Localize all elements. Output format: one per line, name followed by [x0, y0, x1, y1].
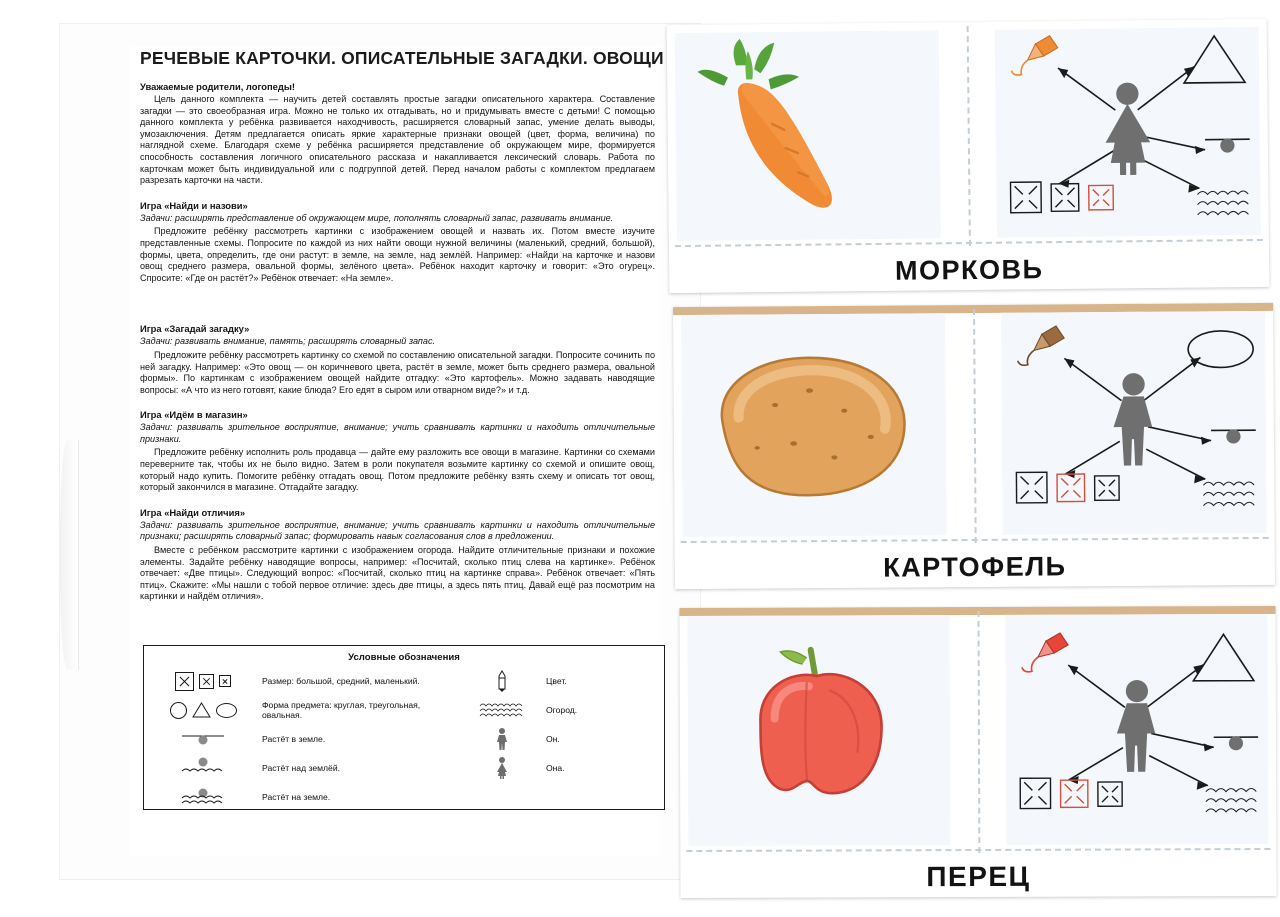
- intro-heading: Уважаемые родители, логопеды!: [140, 81, 295, 92]
- page-title: РЕЧЕВЫЕ КАРТОЧКИ. ОПИСАТЕЛЬНЫЕ ЗАГАДКИ. ОВОЩИ: [140, 48, 664, 68]
- legend-box: [143, 645, 665, 810]
- card-center-dashed-divider: [967, 26, 971, 246]
- scheme-diagram: [995, 27, 1261, 238]
- potato-picture-pane: [681, 313, 947, 537]
- pepper-picture-pane: [688, 615, 951, 846]
- game-4-goal: Задачи: развивать зрительное восприятие, внимание; учить сравнивать картинки и находить отличительные признаки; расширять словарный запас; формировать навык согласования слов в предложении.: [140, 519, 655, 542]
- size-squares-symbol: [1020, 778, 1122, 809]
- card-word-label: ПЕРЕЦ: [926, 860, 1031, 893]
- game-3-heading: Игра «Идём в магазин»: [140, 409, 248, 421]
- red-pencil-symbol: [1021, 633, 1068, 672]
- intro-paragraph: Цель данного комплекта — научить детей составлять простые загадки описательного характера. Составление загадки — это своеобразная игра. Можно не только их отгадывать, но и придумывать вместе с детьми! С помощью данного комплекта у ребёнка развивается находчивость, расширяется словарный запас, умение делать выводы, умозаключения. Детям предлагается описать яркие характерные признаки овощей (цвет, форма, величина) по наглядной схеме. Благодаря схеме у ребёнка расширяется представление об окружающем мире, формируется способность составления логичного описательного рассказа и накапливается лексический словарь. Работа по карточкам может быть индивидуальной или с подгруппой детей. Перед началом работы с комплектом предлагаем разрезать карточки на части.: [140, 94, 655, 186]
- game-3-goal: Задачи: развивать зрительное восприятие, внимание; учить сравнивать картинки и находить отличительные признаки.: [140, 422, 655, 444]
- legend-row-3-text: Растёт над землёй.: [262, 763, 341, 773]
- carrot-picture-pane: [675, 30, 941, 241]
- garden-symbol: [1206, 789, 1257, 812]
- grows-in-ground-symbol: [1213, 736, 1257, 750]
- grows-on-ground-icon: [144, 784, 262, 810]
- oval-symbol: [1188, 331, 1253, 368]
- potato-illustration: [681, 313, 947, 537]
- carrot-scheme-pane: [995, 27, 1261, 238]
- legend-row-1-text: Форма предмета: круглая, треугольная, овальная.: [262, 700, 421, 720]
- size-squares-icon: [144, 668, 262, 694]
- game-1-heading: Игра «Найди и назови»: [140, 199, 248, 211]
- size-squares-symbol: [1010, 181, 1113, 213]
- spacer: [140, 286, 655, 310]
- game-4-body: Вместе с ребёнком рассмотрите картинки с изображением огорода. Найдите отличительные признаки и похожие элементы. Задайте ребёнку наводящие вопросы, например: «Посчитай, сколько птиц слева на картинке». Ребёнок отвечает: «Две птицы». Следующий вопрос: «Посчитай, сколько птиц на картинке справа». Ребёнок отвечает: «Пять птиц». Скажите: «Мы нашли с тобой первое отличие: здесь две птицы, а здесь пять птиц. Давай ещё раз посмотрим на картинки и найдём отличия».: [140, 545, 655, 602]
- game-2-body: Предложите ребёнку рассмотреть картинку со схемой по составлению описательной загадки. Попросите сочинить по ней загадку. Например: «Это овощ — он коричневого цвета, растёт в земле, может быть среднего размера, овальной формы». По картинкам с изображением овощей найдите отгадку: «Это картофель». Можно задавать наводящие вопросы: «А что из него готовят, какие блюда? Его едят в сыром или отварном виде?» и т.д.: [140, 349, 655, 395]
- legend-grid: [144, 668, 664, 810]
- carrot-illustration: [675, 30, 941, 241]
- shapes-icon: [144, 697, 262, 723]
- legend-row-3-text2: Она.: [546, 763, 565, 773]
- pepper-scheme-pane: [1005, 614, 1268, 845]
- pepper-illustration: [688, 615, 951, 846]
- legend-row-0-text2: Цвет.: [546, 676, 567, 686]
- card-center-dashed-divider: [978, 611, 981, 853]
- orange-pencil-symbol: [1011, 36, 1058, 76]
- pencil-icon: [462, 668, 542, 694]
- card-carrot[interactable]: [667, 19, 1270, 293]
- grows-above-ground-icon: [144, 755, 262, 781]
- paper-curl-edge: [60, 440, 79, 670]
- boy-icon: [462, 726, 542, 752]
- boy-symbol: [1113, 373, 1152, 466]
- game-2-goal: Задачи: развивать внимание, память; расширять словарный запас.: [140, 336, 436, 347]
- card-potato[interactable]: [673, 303, 1275, 589]
- legend-row-0-text: Размер: большой, средний, маленький.: [262, 676, 420, 686]
- triangle-symbol: [1184, 36, 1245, 83]
- scheme-diagram: [1001, 311, 1267, 535]
- girl-icon: [462, 755, 542, 781]
- card-pepper[interactable]: [679, 606, 1276, 898]
- game-3-body: Предложите ребёнку исполнить роль продавца — дайте ему разложить все овощи в магазине. Картинки со схемами переверните так, чтобы их не было видно. Затем в роли покупателя возьмите картинку со схемой и опишите овощ, который надо купить. Помогите ребёнку отгадать овощ. Потом предложите ребёнку взять схему и описать тот овощ, который закончился в магазине. Отгадайте загадку.: [140, 447, 655, 493]
- game-2-heading: Игра «Загадай загадку»: [140, 323, 250, 335]
- girl-symbol: [1105, 82, 1151, 175]
- card-word-label: КАРТОФЕЛЬ: [883, 551, 1067, 583]
- garden-symbol: [1197, 191, 1248, 215]
- card-word-label: МОРКОВЬ: [894, 254, 1044, 286]
- legend-empty-icon: [462, 784, 542, 810]
- grows-in-ground-symbol: [1205, 138, 1250, 153]
- boy-symbol: [1116, 680, 1155, 772]
- legend-row-2-text2: Он.: [546, 734, 560, 744]
- legend-title: Условные обозначения: [348, 652, 460, 663]
- game-1-body: Предложите ребёнку рассмотреть картинки с изображением овощей и назвать их. Потом вместе изучите представленные схемы. Попросите по каждой из них найти овощи нужной величины (маленький, средний, большой), формы, цвета, определить, где они растут: в земле, на земле, над землёй. Например: «Найди на карточке и назови овощ среднего размера, овальной формы, зелёного цвета». Ребёнок находит карточку и говорит: «Это огурец». Спросите: «Где он растёт?» Ребёнок отвечает: «На земле».: [140, 226, 655, 283]
- size-squares-symbol: [1016, 472, 1119, 503]
- garden-icon: [462, 697, 542, 723]
- garden-symbol: [1203, 482, 1254, 506]
- scheme-diagram: [1005, 614, 1268, 845]
- legend-row-2-text: Растёт в земле.: [262, 734, 326, 744]
- instruction-text-block: [140, 48, 664, 605]
- potato-scheme-pane: [1001, 311, 1267, 535]
- legend-row-4-text: Растёт на земле.: [262, 792, 331, 802]
- game-1-goal: Задачи: расширять представление об окружающем мире, пополнять словарный запас, развивать внимание.: [140, 212, 614, 223]
- card-center-dashed-divider: [973, 309, 977, 543]
- grows-in-ground-icon: [144, 726, 262, 752]
- legend-row-1-text2: Огород.: [546, 705, 578, 715]
- triangle-symbol: [1193, 634, 1254, 681]
- grows-in-ground-symbol: [1211, 429, 1256, 444]
- game-4-heading: Игра «Найди отличия»: [140, 506, 246, 518]
- brown-pencil-symbol: [1017, 326, 1064, 365]
